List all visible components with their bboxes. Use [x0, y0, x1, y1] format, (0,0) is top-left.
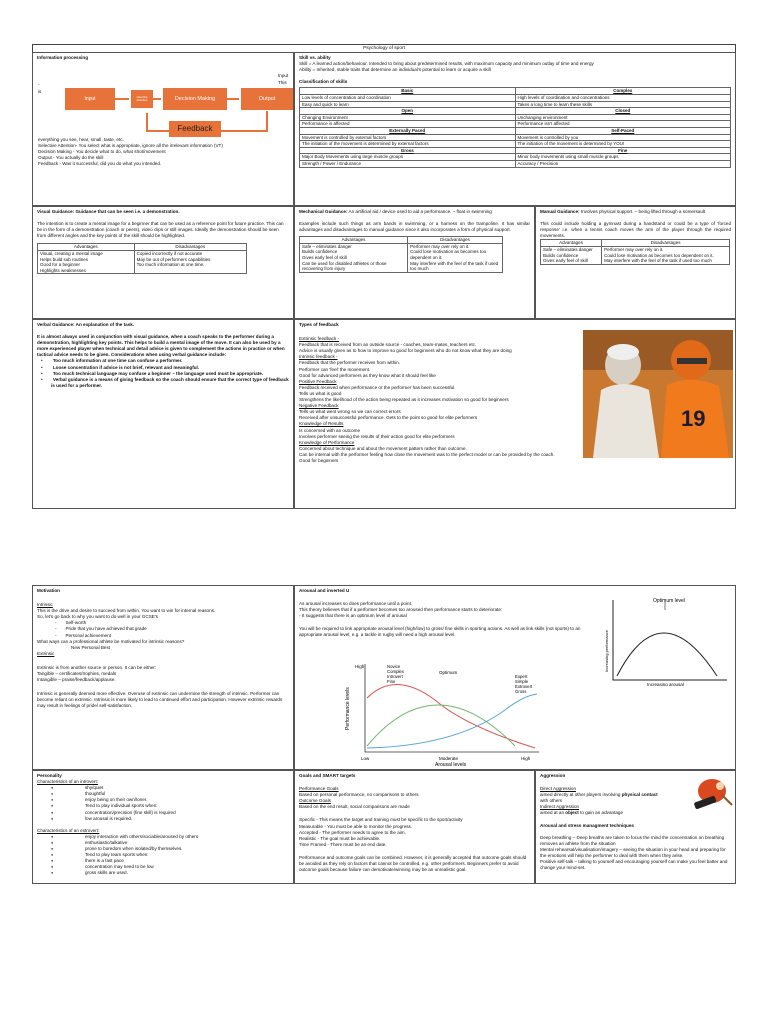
classification-row [300, 94, 731, 101]
skill-definition: Skill = A learned action/behaviour. Intended to bring about predetermined results, with maximum capacity and minimum outlay of time and energy [299, 61, 594, 67]
feedback-line: Advice is usually given as to how to improve so good for beginners who do not know what they are doing [299, 348, 512, 354]
motivation-paragraph: Intrinsic is generally deemed more effective. Overuse of extrinsic can undermine the strength of intrinsic. Performer can become reliant on extrinsic. Intrinsic is more likely to lead to continued effort and participation. However extrinsic rewards may result in feelings of pride/ self-satisfaction. [37, 691, 283, 709]
motivation-dash: - Self-worth [55, 620, 87, 626]
adv-item: Good for a beginner [40, 262, 81, 268]
adv-list [300, 243, 408, 272]
bullet-dot-icon: ● [51, 816, 54, 821]
classification-cell: Performance is affected [300, 121, 516, 128]
verbal-bullet: • Loose concentration if advice is not brief, relevant and meaningful. [41, 364, 200, 370]
info-line: everything you see, hear, small, taste, etc. [38, 137, 124, 142]
personality-bullet-text: gross skills are used. [85, 870, 128, 876]
introvert-heading: Characteristics of an introvert: [37, 779, 99, 785]
manual-guidance-panel [535, 206, 736, 319]
bullet-dot-icon: ● [51, 804, 54, 809]
output-box: Output [241, 88, 293, 110]
x-moderate: Moderate [439, 756, 459, 761]
classification-row [300, 121, 731, 128]
introvert-list [37, 785, 289, 822]
mechanical-text: Examples include such things as arm bands in swimming, or a harness on the trampoline. It has similar advantages and disadvantages to manual guidance since it also incorporates a form of physical support. [299, 221, 530, 233]
jersey-number: 19 [681, 406, 706, 431]
page-header: Psychology of sport [363, 46, 405, 51]
arousal-line: As arousal increases so does performance until a point. [299, 601, 413, 607]
motivation-dash: - Personal achievement [55, 632, 111, 638]
indirect-aggression-heading: Indirect Aggression [540, 804, 580, 810]
feedback-type-heading: Positive Feedback [299, 378, 337, 384]
arousal-paragraph: You will be required to link appropriate arousal level (high/low) to gross/ fine skills in sporting actions. As well as link skills (not sports) to an appropriate arousal level, e.g. a tackle in rugby will need a high arousal level. [299, 626, 581, 638]
y-high: High [355, 664, 365, 669]
personality-bullet-text: enjoy interaction with others/sociable/aroused by others [85, 833, 199, 839]
bullet-dot-icon: ● [51, 859, 54, 864]
bullet-dot-icon: ● [51, 786, 54, 791]
feedback-line: Tells us what went wrong so we can correct errors [299, 409, 401, 415]
personality-bullet [37, 816, 289, 822]
intrinsic-heading: Intrinsic [37, 602, 53, 608]
classification-row [300, 154, 731, 161]
personality-title: Personality [37, 773, 62, 778]
goals-paragraph: Performance and outcome goals can be combined. However, it is generally accepted that outcome goals should be avoided as they rely on factors that cannot be controlled, e.g. other performers. Beginners prefer to avoid outcome goals because failure can demotivate/winning may be an unrealistic goal. [299, 854, 527, 873]
classification-header-row [300, 88, 731, 95]
expert-label: Gross [515, 689, 527, 694]
adv-item: Builds confidence [302, 249, 338, 255]
manual-text: This could include holding a gymnast during a handstand or could be a type of 'forced response' i.e. when a tennis coach moves the arm of the player through the required movements. [540, 221, 731, 239]
novice-label: Fine [387, 679, 396, 684]
adv-item: Can be used for disabled athletes or those recovering from injury [302, 260, 387, 272]
mechanical-title: Mechanical Guidance: [299, 209, 348, 214]
verbal-guidance-panel [32, 319, 294, 509]
novice-label: Introvert [387, 674, 403, 679]
manual-title-rest: Involves physical support. – being lifted through a somersault [579, 209, 706, 214]
arousal-title: Arousal and inverted U [299, 588, 350, 593]
personality-bullet-text: enthusiastic/talkative [85, 839, 128, 845]
info-line: Selective Attention- You select what is appropriate, ignore all the irrelevant information (VT) [38, 143, 223, 149]
visual-title: Visual Guidance: Guidance that can be seen i.e. a demonstration. [37, 209, 180, 214]
classification-cell: Major Body Movements using large muscle groups [300, 154, 516, 161]
feedback-type-heading: Knowledge of Results [299, 421, 344, 427]
classification-header-right: Fine [515, 147, 731, 154]
smart-line: Measurable - You must be able to monitor the progress. [299, 823, 413, 829]
adv-header: Advantages [541, 240, 602, 247]
adv-item: Builds confidence [543, 252, 579, 258]
side-this: This [278, 80, 287, 85]
dis-item: May interfere with the feel of the task if used too much [604, 258, 712, 264]
x-high: High [521, 756, 531, 761]
feedback-line: Received after unsuccessful performance. Gets to the point so good for elite performers [299, 415, 478, 421]
classification-header-right: Complex [515, 88, 731, 95]
bullet-dot-icon: ● [51, 792, 54, 797]
feedback-line: Feedback received when performance or the performer has been successful. [299, 384, 456, 390]
side-dash: - [38, 82, 40, 87]
manual-table [540, 239, 730, 264]
motivation-question: What ways can a professional athlete be motivated for intrinsic reasons? [37, 638, 185, 644]
feedback-box: Feedback [169, 121, 221, 137]
classification-header-left: Externally Paced [300, 127, 516, 134]
arousal-line: This theory believes that if a performer becomes too aroused then performance starts to deteriorate: [299, 607, 503, 613]
mechanical-title-rest: An artificial aid / device used to aid a performance. – float in swimming [347, 209, 492, 214]
ability-definition: Ability = Inherited, stable traits that determine an individual's potential to learn or acquire a skill [299, 67, 491, 73]
classification-cell: High levels of coordination and concentrations [515, 94, 731, 101]
personality-bullet-text: concentration/precision (fine skill) is required [85, 809, 176, 815]
motivation-line: So, let's go back to why you want to do well in your GCSE's [37, 614, 158, 620]
direct-text-c: with others [540, 798, 563, 804]
classification-cell: Movement is controlled by external factors [300, 134, 516, 141]
feedback-title: Types of feedback [299, 322, 339, 327]
adv-item: Visual, creating a mental image [40, 250, 103, 256]
selective-box: selective attention [131, 90, 153, 108]
feedback-line: Performer can 'feel' the movement. [299, 366, 371, 372]
motivation-title: Motivation [37, 588, 60, 593]
dis-item: Could lose motivation as becomes too dependent on it. [604, 252, 714, 258]
bullet-dot-icon: ● [51, 865, 54, 870]
goals-title: Goals and SMART targets [299, 773, 356, 778]
classification-header-right: Self-Paced [515, 127, 731, 134]
personality-bullet-text: enjoy being on their own/loner. [85, 797, 148, 803]
verbal-bullet-text: Loose concentration if advice is not brief, relevant and meaningful. [52, 364, 200, 370]
visual-table [37, 243, 247, 274]
feedback-line: Feedback that is received from an outside source - coaches, team-mates, teachers etc. [299, 342, 477, 348]
extrinsic-line: Tangible – certificates/trophies, medals [37, 671, 117, 677]
feedback-type-heading: Extrinsic feedback - [299, 336, 340, 342]
extrovert-heading: Characteristics of an extrovert: [37, 827, 100, 833]
classification-cell: Minor body movements using small muscle groups [515, 154, 731, 161]
classification-cell: Easy and quick to learn [300, 101, 516, 108]
extrovert-list [37, 834, 289, 877]
feedback-type-heading: Negative Feedback [299, 403, 339, 409]
direct-aggression-heading: Direct Aggression [540, 786, 577, 792]
direct-text-b: physical contact [621, 792, 658, 798]
dis-header: Disadvantages [602, 240, 730, 247]
classification-cell: Takes a long time to learn these skills [515, 101, 731, 108]
optimum-level-label: Optimum level [653, 598, 685, 604]
personality-bullet-text: concentration may need to be low [85, 864, 154, 870]
expert-label: Extrovert [515, 684, 533, 689]
bullet-dot-icon: ● [51, 847, 54, 852]
smart-line: Specific - This means the target and training must be specific to the sport/activity [299, 817, 463, 823]
classification-row [300, 134, 731, 141]
u-y-label: Increasing performance [604, 629, 609, 672]
visual-text: The intention is to create a mental image for a beginner that can be used as a reference point for future practice. This can be in the form of a demonstration (coach or peers), video clips or still images. Ideally the demonstration should be seen from different angles and the key points of the skill should be highlighted. [37, 221, 284, 239]
adv-list [541, 246, 602, 264]
dis-item: Copied incorrectly if not accurate [136, 250, 203, 256]
stress-item: Deep breathing – Deep breaths are taken to focus the mind the concentration on breathing removes an athlete from the situation [540, 834, 725, 846]
dash-text: Personal achievement [65, 632, 111, 638]
classification-cell: The initiation of the movement is determined by YOU! [515, 141, 731, 148]
adv-item: Highlights weaknesses [40, 267, 86, 273]
feedback-line: Good for beginners [299, 457, 339, 463]
indirect-text-c: to gain an advantage [578, 810, 624, 816]
coach-player-photo [583, 330, 733, 458]
aggression-title: Aggression [540, 773, 566, 778]
bullet-dot-icon: ● [51, 798, 54, 803]
classification-cell: Movement is controlled by you [515, 134, 731, 141]
classification-row [300, 160, 731, 167]
dis-item: May be out of performers capabilities [136, 256, 211, 262]
outcome-goals-text: Based on the end result, social comparisons are made [299, 804, 410, 810]
info-diagram [57, 85, 294, 137]
x-label: Arousal levels [435, 762, 467, 766]
performance-goals-text: Based on personal performance, no comparisons to others [299, 792, 419, 798]
inverted-u-chart [599, 596, 729, 686]
dis-list [602, 246, 730, 264]
side-input: Input [278, 73, 289, 78]
stress-item: Mental rehearsal/visualisation/imagery – seeing the situation in your head and preparing for the emotions will help the performer to deal with them when they arise. [540, 846, 726, 858]
classification-cell: Unchanging environment [515, 114, 731, 121]
decision-box: Decision Making [163, 88, 227, 110]
dis-header: Disadvantages [134, 244, 246, 251]
motivation-panel [32, 585, 294, 770]
aggression-panel [535, 770, 736, 884]
mechanical-heading [299, 209, 492, 214]
stress-item: Positive self-talk – talking to yourself and encouraging yourself can make you feel batter and change your mind-set. [540, 859, 728, 871]
indirect-text-b: object [565, 810, 579, 816]
dis-list [134, 250, 246, 273]
bullet-dot-icon: ● [51, 834, 54, 839]
verbal-text: It is almost always used in conjunction with visual guidance, when a coach speaks to the performer during a demonstration, highlighting key points. This helps to build a mental image of the move. It can also be used by a more experienced player when technical and detail advice is given to complement the actions in practice or when tactical advice needs to be given. Considerations when using verbal guidance include: [37, 334, 285, 358]
side-is: is [38, 89, 42, 94]
feedback-line: Strengthens the likelihood of the action being repeated as it increases motivation so good for beginners [299, 397, 509, 403]
indirect-text-a: aimed at an [540, 810, 566, 816]
info-line: Decision Making - You decide what to do, what shot/movement [38, 149, 166, 155]
feedback-line: Involves performer seeing the results of their action good for elite performers [299, 433, 455, 439]
feedback-line: Is concerned with an outcome [299, 427, 361, 433]
novice-label: Novice [387, 664, 401, 669]
outcome-goals-heading: Outcome Goals [299, 798, 331, 804]
adv-item: Helps build sub routines [40, 256, 89, 262]
performance-goals-heading: Performance Goals [299, 786, 339, 792]
feedback-line: Tells us what is good [299, 390, 342, 396]
y-label: Performance levels [345, 687, 351, 730]
motivation-line: This is the drive and desire to succeed from within. You want to win for internal reasons. [37, 608, 216, 614]
adv-header: Advantages [38, 244, 135, 251]
arousal-line: - It suggests that there is an optimum level of arousal [299, 613, 407, 619]
direct-text-a: aimed directly at other players involving [540, 792, 622, 798]
verbal-bullet-text: Too much technical language may confuse a beginner – the language used must be appropriate. [52, 370, 264, 376]
feedback-type-heading: Intrinsic feedback - [299, 354, 338, 360]
feedback-line: Good for advanced performers as they know what it should feel like [299, 372, 436, 378]
classification-title: Classification of skills [299, 79, 348, 85]
extrinsic-line: Extrinsic is from another source or person. It can be either: [37, 664, 157, 670]
info-line: Feedback - Was it successful, did you do what you intended. [38, 161, 162, 167]
skill-title: Skill vs. ability [299, 55, 331, 60]
dis-header: Disadvantages [408, 237, 503, 244]
goals-panel [294, 770, 535, 884]
visual-guidance-panel [32, 206, 294, 319]
classification-header-right: Closed [515, 108, 731, 115]
dis-item: Performer may over rely on it. [604, 246, 664, 252]
feedback-line: Feedback that the performer receives from within. [299, 360, 401, 366]
personality-bullet-text: shy/quiet [85, 785, 104, 791]
bullet-dot-icon: ● [51, 810, 54, 815]
classification-cell: Performance isn't affected [515, 121, 731, 128]
manual-heading [540, 209, 705, 214]
verbal-title: Verbal Guidance: An explanation of the task. [37, 322, 135, 327]
classification-header-row [300, 108, 731, 115]
adv-header: Advantages [300, 237, 408, 244]
adv-item: Gives early feel of skill [302, 255, 347, 261]
personality-bullet-text: prone to boredom when isolated/by themselves. [85, 846, 183, 852]
classification-header-row [300, 127, 731, 134]
personality-bullet-text: Tend to play individual sports when: [85, 803, 158, 809]
optimum-label: Optimum [439, 670, 458, 675]
arousal-panel [294, 585, 736, 770]
personality-bullet-text: thoughtful [85, 791, 106, 797]
classification-row [300, 114, 731, 121]
classification-cell: The initiation of the movement is determined by external factors [300, 141, 516, 148]
verbal-bullet-text: Too much information at one time can confuse a performer. [52, 358, 183, 364]
skill-ability-panel [294, 52, 736, 206]
indirect-aggression-text [540, 810, 731, 816]
bullet-dot-icon: ● [51, 840, 54, 845]
info-processing-panel [32, 52, 294, 206]
info-lines [38, 137, 289, 167]
classification-cell: Low levels of concentration and coordination [300, 94, 516, 101]
motivation-dash: - Pride that you have achieved that grade [55, 626, 147, 632]
stress-heading: Arousal and stress managment techniques [540, 822, 634, 828]
personality-bullet-text: there is a fast pace [85, 858, 124, 864]
feedback-types-panel [294, 319, 736, 509]
info-line: Output - You actually do the skill [38, 155, 104, 161]
personality-bullet-text: low arousal is required. [85, 815, 133, 821]
novice-label: Complex [387, 669, 404, 674]
mechanical-guidance-panel [294, 206, 535, 319]
smart-line: Realistic - The goal must be achievable. [299, 835, 381, 841]
expert-label: Expert [515, 674, 528, 679]
mechanical-table [299, 236, 503, 273]
x-low: Low [361, 756, 370, 761]
u-x-label: Increasing arousal [647, 682, 684, 686]
extrinsic-heading: Extrinsic [37, 650, 55, 656]
verbal-bullet: • Too much technical language may confuse a beginner – the language used must be appropriate. [41, 370, 264, 376]
classification-table [299, 87, 731, 167]
smart-line: Accepted - The performer needs to agree to the aim. [299, 829, 406, 835]
dis-item: Too much information at one time. [136, 262, 205, 268]
boxing-glove-icon [692, 775, 734, 809]
verbal-bullet-text: Verbal guidance is a means of giving feedback so the coach should ensure that the correct type of feedback is used for a performer. [51, 376, 289, 388]
personality-bullet [37, 870, 289, 876]
dis-item: May interfere with the feel of the task if used too much [410, 260, 499, 272]
personality-bullet-text: Tend to play team sports when: [85, 852, 149, 858]
classification-header-row [300, 147, 731, 154]
adv-item: Safe – eliminates danger [302, 243, 352, 249]
info-title: Information processing [37, 55, 89, 60]
smart-line: Time Framed - There must be an end date. [299, 841, 387, 847]
adv-item: Gives early feel of skill [543, 258, 588, 264]
manual-title: Manual Guidance: [540, 209, 580, 214]
classification-header-left: Basic [300, 88, 516, 95]
dis-item: Could lose motivation as becomes too dependent on it. [410, 249, 487, 261]
feedback-line: Can be internal with the performer feeling how close the movement was to the perfect model or can be provided by the coach. [299, 451, 555, 457]
classification-cell: Accuracy / Precision [515, 160, 731, 167]
input-box: Input [65, 88, 115, 110]
bullet-dot-icon: ● [51, 853, 54, 858]
bullet-dot-icon: ● [51, 871, 54, 876]
dash-text: Self-worth [65, 620, 87, 626]
feedback-line: Concerned about technique and about the movement pattern rather than outcome. [299, 445, 467, 451]
verbal-bullet: • Too much information at one time can confuse a performer. [41, 358, 183, 364]
classification-header-left: Gross [300, 147, 516, 154]
classification-cell: Changing Environment [300, 114, 516, 121]
dis-list [408, 243, 503, 272]
dash-text: Pride that you have achieved that grade [65, 626, 147, 632]
verbal-bullet: • Verbal guidance is a means of giving feedback so the coach should ensure that the correct type of feedback is used for a performer. [41, 376, 289, 388]
classification-row [300, 141, 731, 148]
classification-header-left: Open [300, 108, 516, 115]
personal-best: New Personal Best [71, 644, 111, 650]
classification-row [300, 101, 731, 108]
arousal-levels-chart [335, 660, 545, 766]
personality-panel [32, 770, 294, 884]
adv-item: Safe – eliminates danger [543, 246, 593, 252]
expert-label: Simple [515, 679, 529, 684]
classification-cell: Strength / Power / Endurance [300, 160, 516, 167]
adv-list [38, 250, 135, 273]
extrinsic-line: Intangible – praise/feedback/applause. [37, 677, 116, 683]
dis-item: Performer may over rely on it. [410, 243, 470, 249]
feedback-type-heading: Knowledge of Performance [299, 439, 355, 445]
